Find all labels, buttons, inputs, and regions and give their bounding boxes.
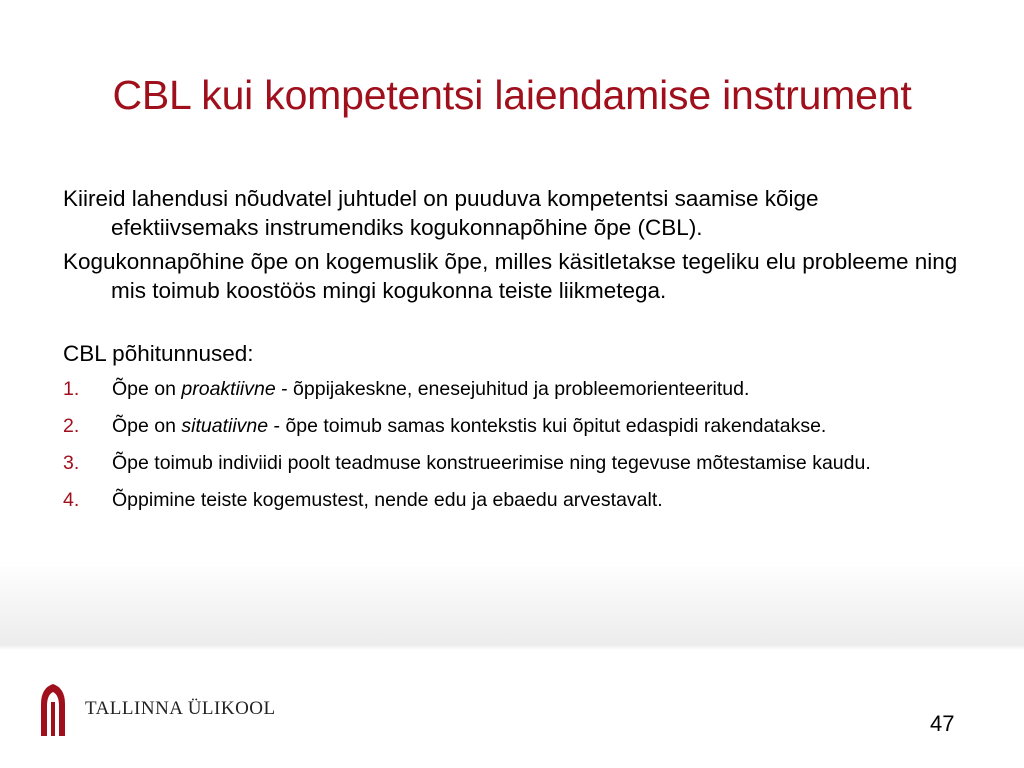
slide-content	[63, 184, 963, 525]
list-number: 1.	[63, 378, 80, 400]
feature-list	[63, 377, 963, 513]
list-number: 2.	[63, 415, 80, 437]
slide-title: CBL kui kompetentsi laiendamise instrument	[112, 72, 912, 118]
list-number: 4.	[63, 489, 80, 511]
list-item: 4. Õppimine teiste kogemustest, nende edu ja ebaedu arvestavalt.	[63, 489, 663, 511]
list-item: 3. Õpe toimub indiviidi poolt teadmuse konstrueerimise ning tegevuse mõtestamise kaudu.	[63, 452, 871, 474]
list-item: 1. Õpe on proaktiivne - õppijakeskne, enesejuhitud ja probleemorienteeritud.	[63, 378, 750, 400]
paragraph-cbl-definition: Kogukonnapõhine õpe on kogemuslik õpe, milles käsitletakse tegeliku elu probleeme ning mis toimub koostöös mingi kogukonna teiste liikmetega.	[63, 249, 958, 303]
emphasis-proaktiivne: proaktiivne	[181, 378, 276, 400]
university-logo	[38, 682, 276, 736]
university-name: TALLINNA ÜLIKOOL	[85, 698, 276, 719]
list-number: 3.	[63, 452, 80, 474]
list-item: 2. Õpe on situatiivne - õpe toimub samas kontekstis kui õpitut edaspidi rakendatakse.	[63, 415, 827, 437]
emphasis-situatiivne: situatiivne	[181, 415, 269, 437]
subheading-cbl-features: CBL põhitunnused:	[63, 341, 254, 366]
paragraph-cbl-intro: Kiireid lahendusi nõudvatel juhtudel on puuduva kompetentsi saamise kõige efektiivsemaks instrumendiks kogukonnapõhine õpe (CBL).	[63, 186, 819, 240]
page-number: 47	[930, 711, 955, 736]
university-arch-icon	[38, 682, 68, 736]
